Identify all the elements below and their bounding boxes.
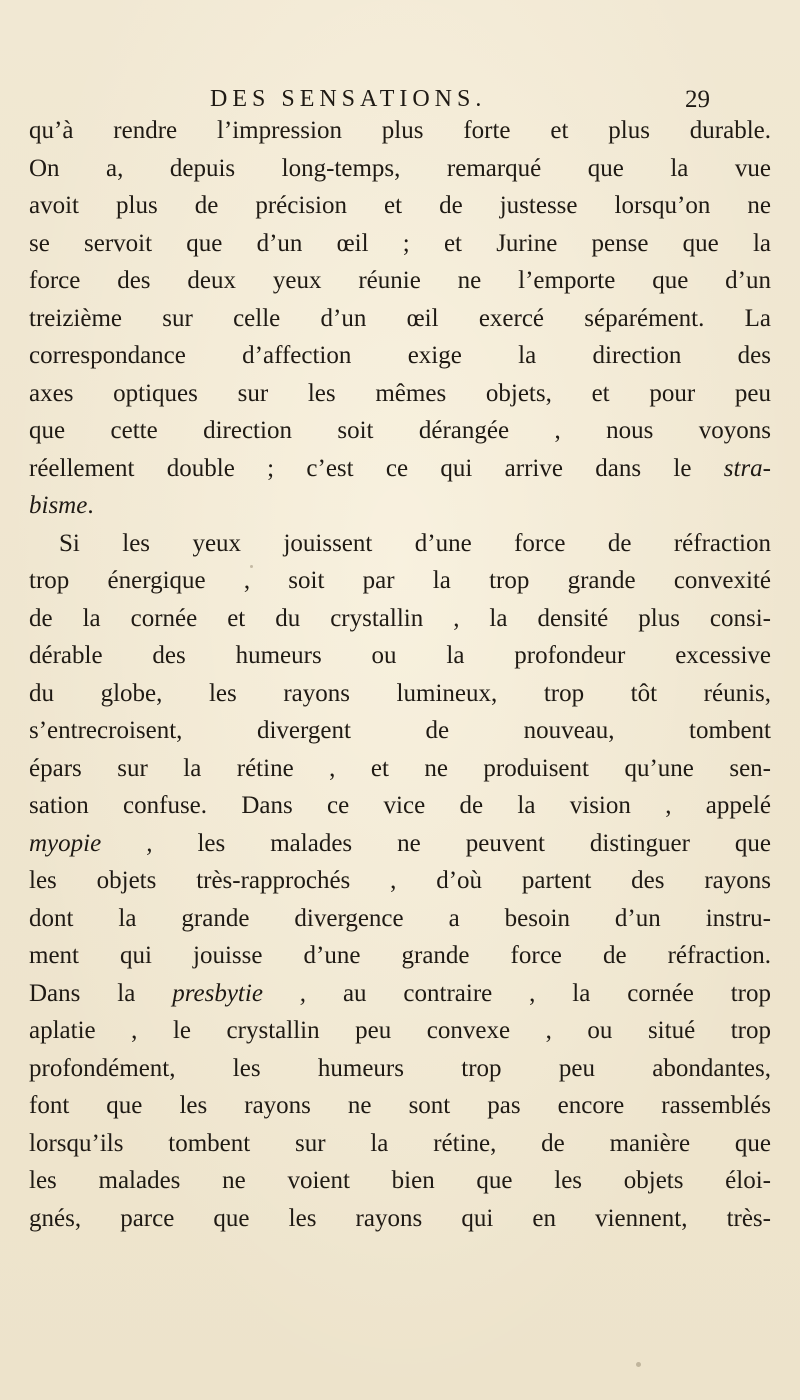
text-segment: . <box>87 492 94 519</box>
text-line <box>29 937 771 975</box>
italic-term: presbytie , <box>172 979 307 1007</box>
text-line <box>29 562 771 600</box>
text-line <box>29 862 771 900</box>
text-line <box>29 487 771 525</box>
text-line <box>29 1162 771 1200</box>
text-line <box>29 300 771 338</box>
italic-term: stra- <box>723 454 771 482</box>
text-segment: Si les yeux jouissent d’une force de réfraction <box>59 529 771 557</box>
text-segment: du globe, les rayons lumineux, trop tôt réunis, <box>29 679 771 707</box>
text-line <box>29 1125 771 1163</box>
text-segment: trop énergique , soit par la trop grande convexité <box>29 567 771 594</box>
paper-speck <box>660 1070 663 1073</box>
text-segment: qu’à rendre l’impression plus forte et plus durable. <box>29 117 771 144</box>
text-line <box>29 525 771 563</box>
body-text <box>29 112 771 1237</box>
text-segment: dont la grande divergence a besoin d’un instru- <box>29 904 771 932</box>
text-segment: avoit plus de précision et de justesse lorsqu’on ne <box>29 192 771 219</box>
text-segment: force des deux yeux réunie ne l’emporte que d’un <box>29 267 771 294</box>
text-segment: réellement double ; c’est ce qui arrive dans le <box>29 454 724 482</box>
text-line <box>29 637 771 675</box>
running-head: DES SENSATIONS. <box>210 86 487 112</box>
text-segment: les objets très-rapprochés , d’où partent des rayons <box>29 867 771 894</box>
text-segment: au contraire , la cornée trop <box>306 979 771 1007</box>
text-segment: Dans la <box>29 979 173 1007</box>
text-segment: aplatie , le crystallin peu convexe , ou situé trop <box>29 1017 771 1044</box>
text-line <box>29 262 771 300</box>
italic-term: bisme <box>29 492 88 519</box>
italic-term: myopie , <box>29 829 153 857</box>
text-segment: On a, depuis long-temps, remarqué que la vue <box>29 154 771 182</box>
text-line <box>29 825 771 863</box>
text-segment: gnés, parce que les rayons qui en viennent, très- <box>29 1204 771 1232</box>
text-line <box>29 412 771 450</box>
text-segment: ment qui jouisse d’une grande force de réfraction. <box>29 942 771 969</box>
text-segment: sation confuse. Dans ce vice de la vision , appelé <box>29 792 771 819</box>
text-line <box>29 375 771 413</box>
text-line <box>29 1012 771 1050</box>
text-segment: les malades ne voient bien que les objets éloi- <box>29 1167 771 1194</box>
text-line <box>29 1087 771 1125</box>
text-line <box>29 150 771 188</box>
text-segment: treizième sur celle d’un œil exercé séparément. La <box>29 304 771 332</box>
text-segment: axes optiques sur les mêmes objets, et pour peu <box>29 379 771 407</box>
text-segment: font que les rayons ne sont pas encore rassemblés <box>29 1092 771 1119</box>
text-line <box>29 1200 771 1238</box>
text-line <box>29 750 771 788</box>
text-segment: dérable des humeurs ou la profondeur excessive <box>29 642 771 669</box>
text-line <box>29 1050 771 1088</box>
text-segment: épars sur la rétine , et ne produisent qu’une sen- <box>29 754 771 782</box>
paper-speck <box>636 1362 641 1367</box>
text-line <box>29 225 771 263</box>
text-segment: correspondance d’affection exige la direction des <box>29 342 771 369</box>
text-line <box>29 112 771 150</box>
text-segment: profondément, les humeurs trop peu abondantes, <box>29 1054 771 1082</box>
text-segment: se servoit que d’un œil ; et Jurine pense que la <box>29 229 771 257</box>
paper-speck <box>250 565 253 568</box>
text-line <box>29 675 771 713</box>
text-line <box>29 975 771 1013</box>
text-line <box>29 900 771 938</box>
text-segment: de la cornée et du crystallin , la densité plus consi- <box>29 604 771 632</box>
text-line <box>29 787 771 825</box>
text-segment: lorsqu’ils tombent sur la rétine, de manière que <box>29 1129 771 1157</box>
text-segment: s’entrecroisent, divergent de nouveau, tombent <box>29 717 771 744</box>
text-segment: les malades ne peuvent distinguer que <box>152 829 771 857</box>
page-number: 29 <box>685 86 710 113</box>
text-line <box>29 450 771 488</box>
text-line <box>29 600 771 638</box>
text-line <box>29 712 771 750</box>
text-line <box>29 187 771 225</box>
text-segment: que cette direction soit dérangée , nous voyons <box>29 417 771 444</box>
text-line <box>29 337 771 375</box>
